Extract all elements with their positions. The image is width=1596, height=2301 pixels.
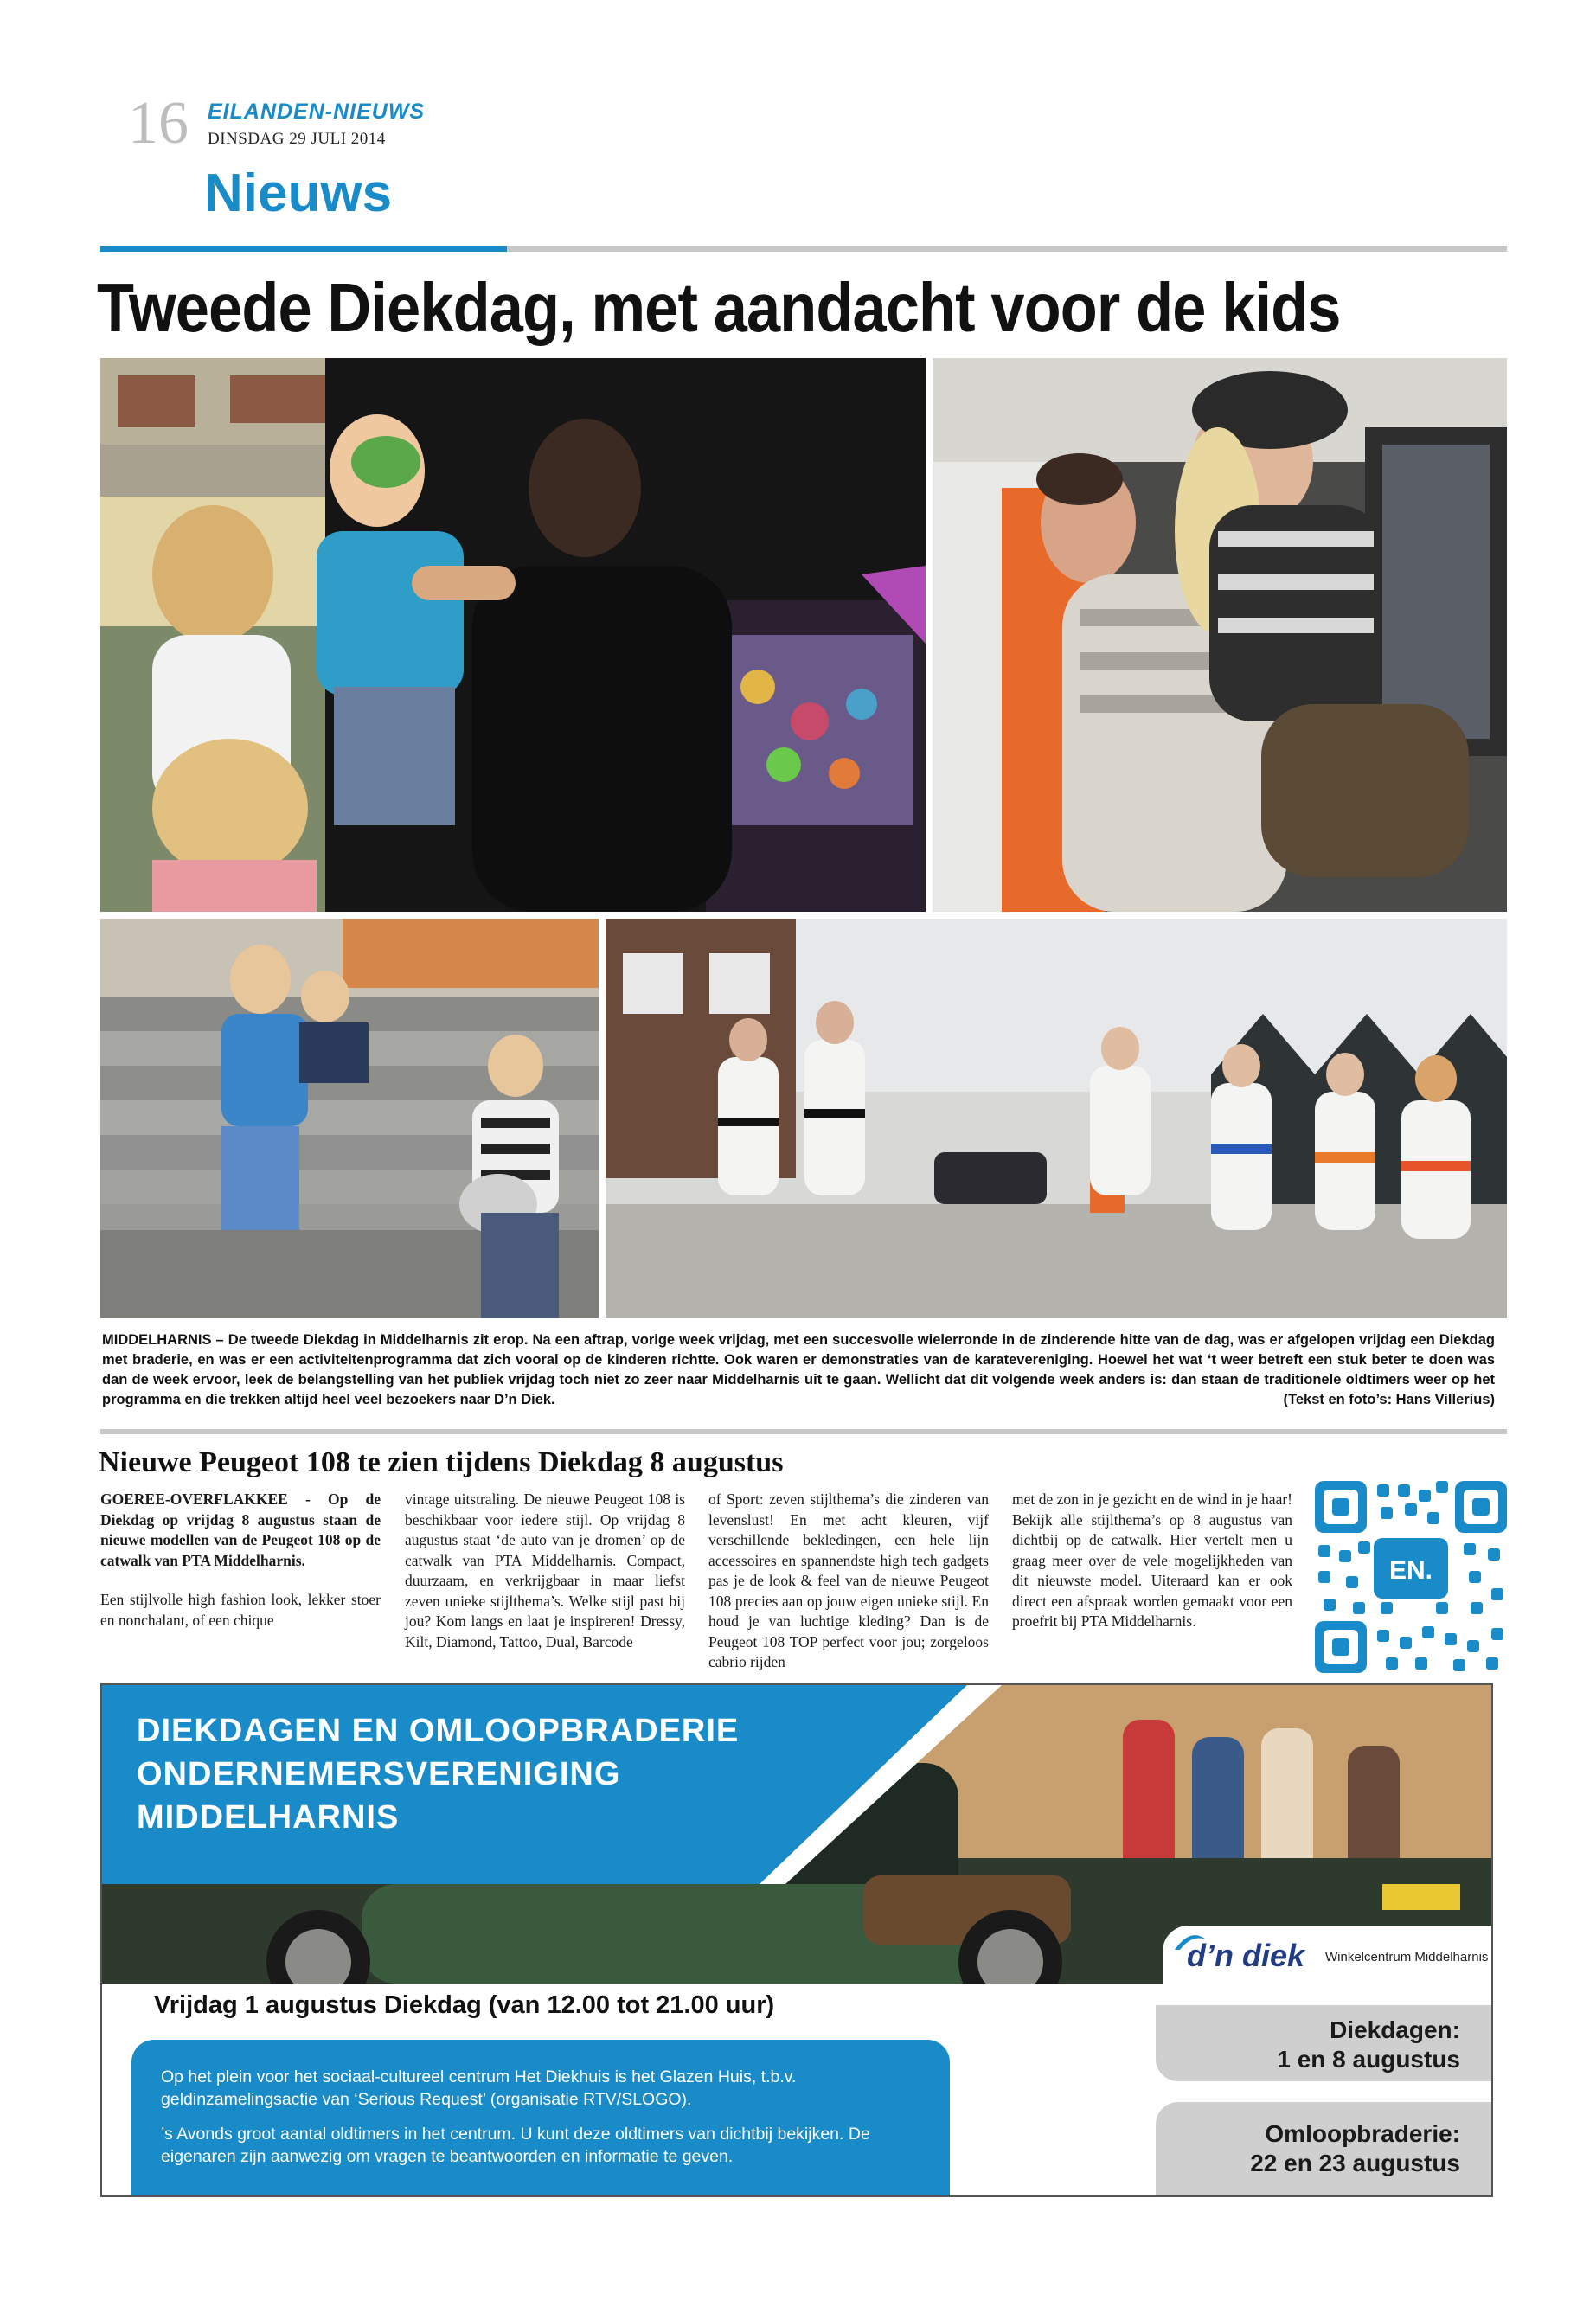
section-title: Nieuws (204, 163, 393, 223)
ad-dates-omloopbraderie-label: Omloopbraderie: (1265, 2120, 1460, 2147)
ad-title-line-3: MIDDELHARNIS (137, 1799, 400, 1836)
peugeot-column-1 (100, 1490, 381, 1631)
ad-logo-subtitle: Winkelcentrum Middelharnis (1325, 1950, 1489, 1965)
ad-paragraph-2: ’s Avonds groot aantal oldtimers in het centrum. U kunt deze oldtimers van dichtbij bekijken. De eigenaren zijn aanwezig om vragen te beantwoorden en informatie te geven. (161, 2125, 870, 2166)
photo-couple-hugging (933, 358, 1507, 912)
peugeot-body-1: Een stijlvolle high fashion look, lekker stoer en nonchalant, of een chique (100, 1591, 381, 1629)
section-rule-accent (100, 246, 507, 252)
ad-logo: d’n diek (1187, 1938, 1305, 1973)
section-rule (507, 246, 1507, 252)
photo-credit: (Tekst en foto’s: Hans Villerius) (1283, 1392, 1495, 1407)
ad-event-line: Vrijdag 1 augustus Diekdag (van 12.00 tot 21.00 uur) (154, 1991, 775, 2019)
ad-info-box (131, 2040, 950, 2197)
ad-title-line-1: DIEKDAGEN EN OMLOOPBRADERIE (137, 1713, 740, 1749)
photo-face-painting (100, 358, 926, 912)
caption-text: MIDDELHARNIS – De tweede Diekdag in Middelharnis zit erop. Na een aftrap, vorige week vrijdag, met een succesvolle wielerronde in de zinderende hitte van de dag, was er afgelopen vrijdag een Diekdag met braderie, en was er een activiteitenprogramma dat zich vooral op de kinderen richtte. Ook waren er demonstraties van de karatevereniging. Hoewel het wat ‘t weer betreft een stuk beter te doen was dan de week ervoor, leek de belangstelling van het publiek vrijdag toch niet zo zeer naar Middelharnis uit te gaan. Wellicht dat dit volgende week anders is: dan staan de traditionele oldtimers weer op het programma en die trekken altijd heel veel bezoekers naar D’n Diek. (102, 1332, 1495, 1407)
qr-code[interactable] (1315, 1481, 1507, 1673)
peugeot-lead: GOEREE-OVERFLAKKEE - Op de Diekdag op vrijdag 8 augustus staan de nieuwe modellen van de Peugeot 108 op de catwalk van PTA Middelharnis. (100, 1490, 381, 1569)
ad-title-line-2: ONDERNEMERSVERENIGING (137, 1756, 621, 1792)
peugeot-column-2: vintage uitstraling. De nieuwe Peugeot 108 is beschikbaar voor iedere stijl. Op vrijdag 8 augustus staat ‘de auto van je dromen’ op de catwalk van PTA Middelharnis. Compact, duurzaam, en verkrijgbaar in maar liefst zeven unieke stijlthema’s. Welke stijl past bij jou? Kom langs en laat je inspireren! Dressy, Kilt, Diamond, Tattoo, Dual, Barcode (405, 1490, 685, 1650)
ad-dates-diekdagen-value: 1 en 8 augustus (1277, 2046, 1460, 2073)
ad-dates-omloopbraderie-value: 22 en 23 augustus (1250, 2150, 1460, 2176)
peugeot-headline: Nieuwe Peugeot 108 te zien tijdens Diekdag 8 augustus (99, 1446, 784, 1478)
ad-dates-diekdagen-label: Diekdagen: (1330, 2016, 1460, 2043)
photo-kids-playing (100, 919, 599, 1318)
page-number: 16 (128, 90, 189, 157)
ad-dates-omloopbraderie (1156, 2102, 1493, 2197)
issue-date: DINSDAG 29 JULI 2014 (208, 130, 386, 148)
photo-karate-demonstration (606, 919, 1507, 1318)
masthead-logo: EILANDEN-NIEUWS (208, 99, 426, 124)
article-headline: Tweede Diekdag, met aandacht voor de kids (97, 269, 1341, 346)
peugeot-column-4: met de zon in je gezicht en de wind in je haar! Bekijk alle stijlthema’s op 8 augustus van dichtbij op de catwalk. Hier vertelt men u graag meer over de vele mogelijkheden van dit nieuwste model. Uiteraard kan er ook direct een afspraak worden gemaakt voor een proefrit bij PTA Middelharnis. (1012, 1490, 1292, 1630)
advertisement-diekdagen (100, 1683, 1493, 2197)
ad-dates-diekdagen (1156, 2005, 1493, 2081)
article-divider (100, 1429, 1507, 1434)
ad-logo-box (1163, 1926, 1491, 1984)
qr-badge: EN. (1388, 1556, 1433, 1585)
ad-paragraph-1: Op het plein voor het sociaal-cultureel centrum Het Diekhuis is het Glazen Huis, t.b.v. geldinzamelingsactie van ‘Serious Request’ (organisatie RTV/SLOGO). (161, 2067, 797, 2109)
ad-title (137, 1709, 739, 1839)
photo-caption (102, 1330, 1495, 1410)
peugeot-column-3: of Sport: zeven stijlthema’s die zinderen van levenslust! En met acht kleuren, vijf verschillende bekledingen, een hele lijn accessoires en spannendste high tech gadgets pas je de look & feel van de nieuwe Peugeot 108 precies aan op jouw eigen unieke stijl. En houd je van luchtige kleding? Dan is de Peugeot 108 TOP perfect voor jou; zorgeloos cabrio rijden (708, 1490, 989, 1670)
